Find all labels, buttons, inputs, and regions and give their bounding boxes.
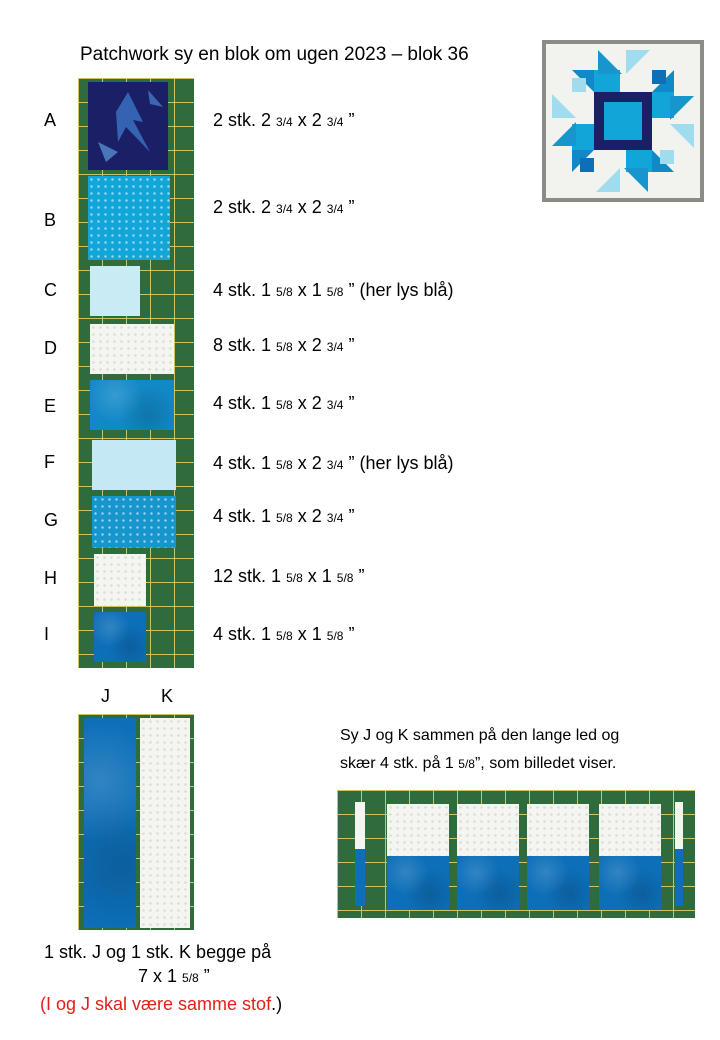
cut-units-photo <box>337 790 695 918</box>
finished-block-image <box>542 40 704 202</box>
row-letter: H <box>44 568 57 588</box>
fabric-strip-k <box>140 718 190 928</box>
fabric-swatch-b <box>88 176 170 260</box>
cutting-spec: 4 stk. 1 5/8 x 1 5/8 ” (her lys blå) <box>213 280 454 300</box>
row-letter: C <box>44 280 57 300</box>
fabric-strip-j <box>84 718 136 928</box>
row-letter: G <box>44 510 59 530</box>
finished-block-photo <box>542 40 704 202</box>
strip-end-left <box>355 802 365 906</box>
sewn-unit <box>387 804 449 910</box>
sewn-unit <box>527 804 589 910</box>
fabric-swatch-f <box>92 440 176 490</box>
fabric-note: (I og J skal være samme stof.) <box>40 994 283 1014</box>
cutting-spec: 4 stk. 1 5/8 x 2 3/4 ” <box>213 506 355 526</box>
row-letter: D <box>44 338 57 358</box>
strip-label-k: K <box>161 686 174 706</box>
page-title: Patchwork sy en blok om ugen 2023 – blok 36 <box>80 44 469 65</box>
cutting-mat <box>78 78 194 668</box>
row-letter: A <box>44 110 57 130</box>
cutting-spec: 2 stk. 2 3/4 x 2 3/4 ” <box>213 197 355 217</box>
leaf-print-icon <box>88 82 168 170</box>
cutting-spec: 4 stk. 1 5/8 x 2 3/4 ” (her lys blå) <box>213 453 454 473</box>
instruction-line: skær 4 stk. på 1 5/8”, som billedet viser. <box>340 755 617 772</box>
cutting-mat-strips <box>78 714 194 930</box>
strip-size: 7 x 1 5/8 ” <box>138 966 210 986</box>
fabric-swatch-i <box>94 612 146 662</box>
cutting-spec: 12 stk. 1 5/8 x 1 5/8 ” <box>213 566 365 586</box>
cutting-spec: 8 stk. 1 5/8 x 2 3/4 ” <box>213 335 355 355</box>
cutting-spec: 2 stk. 2 3/4 x 2 3/4 ” <box>213 110 355 130</box>
fabric-swatch-g <box>92 496 176 548</box>
sewn-unit <box>457 804 519 910</box>
cutting-spec: 4 stk. 1 5/8 x 1 5/8 ” <box>213 624 355 644</box>
fabric-swatch-d <box>90 324 174 374</box>
cutting-spec: 4 stk. 1 5/8 x 2 3/4 ” <box>213 393 355 413</box>
instruction-line: Sy J og K sammen på den lange led og <box>340 727 620 744</box>
row-letter: F <box>44 452 55 472</box>
sewing-instructions <box>340 722 720 778</box>
sewn-unit <box>599 804 661 910</box>
row-letter: E <box>44 396 57 416</box>
fabric-swatch-a <box>88 82 168 170</box>
row-letter: B <box>44 210 57 230</box>
strip-label-j: J <box>101 686 110 706</box>
row-letter: I <box>44 624 50 644</box>
strip-end-right <box>675 802 683 906</box>
strip-caption: 1 stk. J og 1 stk. K begge på <box>44 942 272 962</box>
fabric-swatch-h <box>94 554 146 606</box>
fabric-swatch-e <box>90 380 174 430</box>
fabric-swatch-c <box>90 266 140 316</box>
